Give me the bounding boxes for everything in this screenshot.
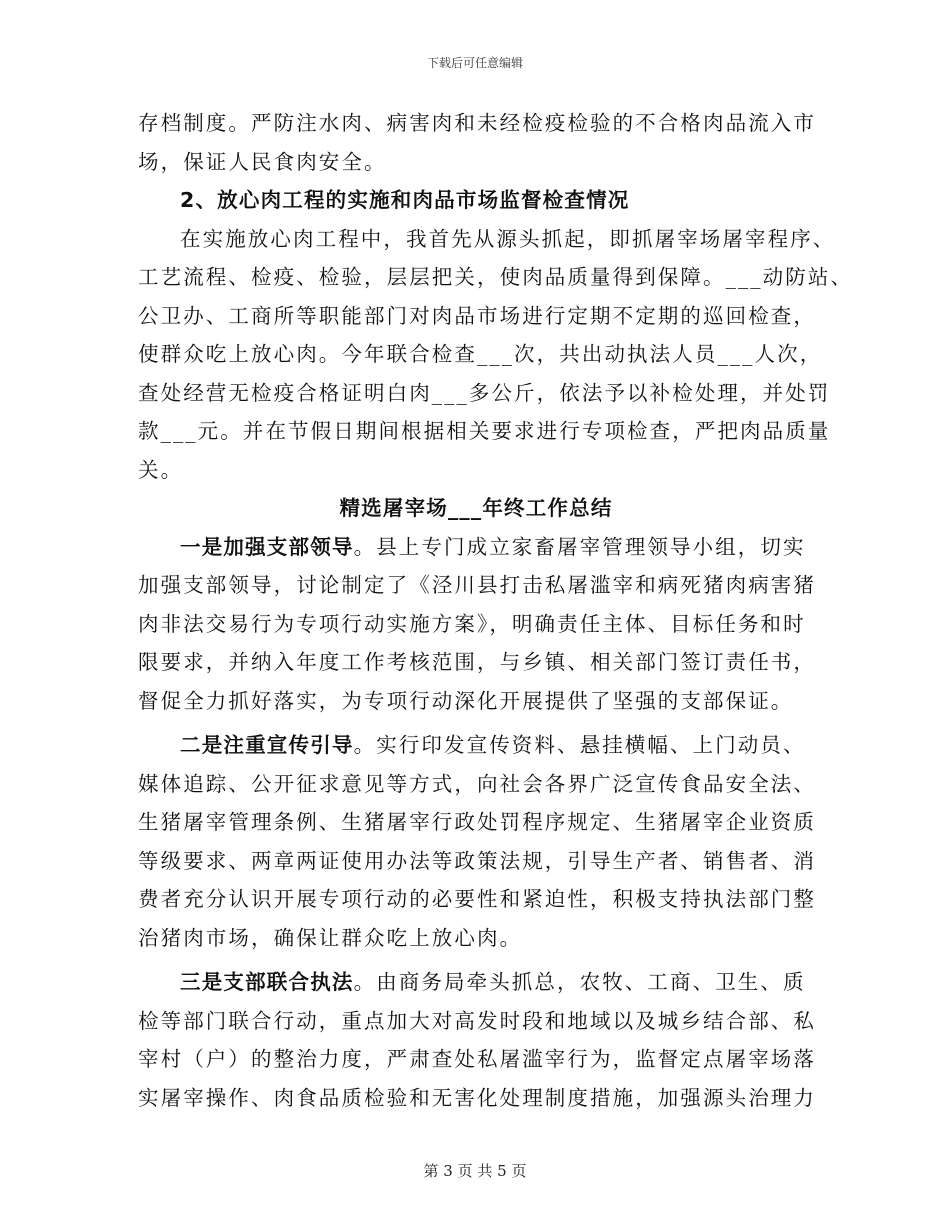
section-heading: 2、放心肉工程的实施和肉品市场监督检查情况 [180, 188, 630, 212]
document-body [138, 104, 854, 1117]
paragraph-line: 查处经营无检疫合格证明白肉___多公斤，依法予以补检处理，并处罚 [138, 380, 831, 405]
paragraph-line: 款___元。并在节假日期间根据相关要求进行专项检查，严把肉品质量 [138, 419, 831, 443]
paragraph-line [138, 726, 814, 765]
paragraph-line: 等级要求、两章两证使用办法等政策法规，引导生产者、销售者、消 [138, 848, 816, 873]
paragraph-line: 肉非法交易行为专项行动实施方案》，明确责任主体、目标任务和时 [138, 611, 806, 636]
paragraph-line: 加强支部领导，讨论制定了《泾川县打击私屠滥宰和病死猪肉病害猪 [138, 573, 816, 597]
paragraph-line: 关。 [138, 457, 184, 482]
paragraph-line: 公卫办、工商所等职能部门对肉品市场进行定期不定期的巡回检查， [138, 303, 816, 328]
paragraph-line: 督促全力抓好落实，为专项行动深化开展提供了坚强的支部保证。 [138, 688, 794, 713]
paragraph-line: 存档制度。严防注水肉、病害肉和未经检疫检验的不合格肉品流入市 [138, 111, 816, 135]
paragraph-line: 宰村（户）的整治力度，严肃查处私屠滥宰行为，监督定点屠宰场落 [138, 1047, 816, 1071]
paragraph-text: 。县上专门成立家畜屠宰管理领导小组，切实 [353, 534, 806, 559]
paragraph-line: 工艺流程、检疫、检验，层层把关，使肉品质量得到保障。___动防站、 [138, 265, 854, 289]
page-number: 第 3 页 共 5 页 [423, 1162, 527, 1180]
paragraph-line: 媒体追踪、公开征求意见等方式，向社会各界广泛宣传食品安全法、 [138, 771, 816, 796]
paragraph-line [138, 528, 814, 567]
paragraph-text: 。由商务局牵头抓总，农牧、工商、卫生、质 [353, 970, 806, 994]
paragraph-line: 检等部门联合行动，重点加大对高发时段和地域以及城乡结合部、私 [138, 1008, 816, 1033]
paragraph-line: 生猪屠宰管理条例、生猪屠宰行政处罚程序规定、生猪屠宰企业资质 [138, 810, 816, 834]
header-note: 下载后可任意编辑 [426, 56, 523, 70]
paragraph-line: 场，保证人民食肉安全。 [138, 149, 387, 174]
paragraph-line: 实屠宰操作、肉食品质检验和无害化处理制度措施，加强源头治理力 [138, 1085, 816, 1110]
paragraph-line: 在实施放心肉工程中，我首先从源头抓起，即抓屠宰场屠宰程序、 [180, 226, 836, 251]
paragraph-heading: 一是加强支部领导 [180, 534, 354, 559]
paragraph-line: 费者充分认识开展专项行动的必要性和紧迫性，积极支持执法部门整 [138, 887, 816, 911]
paragraph-line: 治猪肉市场，确保让群众吃上放心肉。 [138, 925, 523, 950]
paragraph-heading: 三是支部联合执法 [180, 970, 354, 994]
paragraph-line [138, 963, 814, 1002]
paragraph-line: 使群众吃上放心肉。今年联合检查___次，共出动执法人员___人次， [138, 342, 823, 366]
paragraph-line: 限要求，并纳入年度工作考核范围，与乡镇、相关部门签订责任书， [138, 650, 816, 674]
paragraph-text: 。实行印发宣传资料、悬挂横幅、上门动员、 [353, 733, 806, 757]
document-title: 精选屠宰场___年终工作总结 [339, 496, 613, 520]
paragraph-heading: 二是注重宣传引导 [180, 733, 354, 757]
